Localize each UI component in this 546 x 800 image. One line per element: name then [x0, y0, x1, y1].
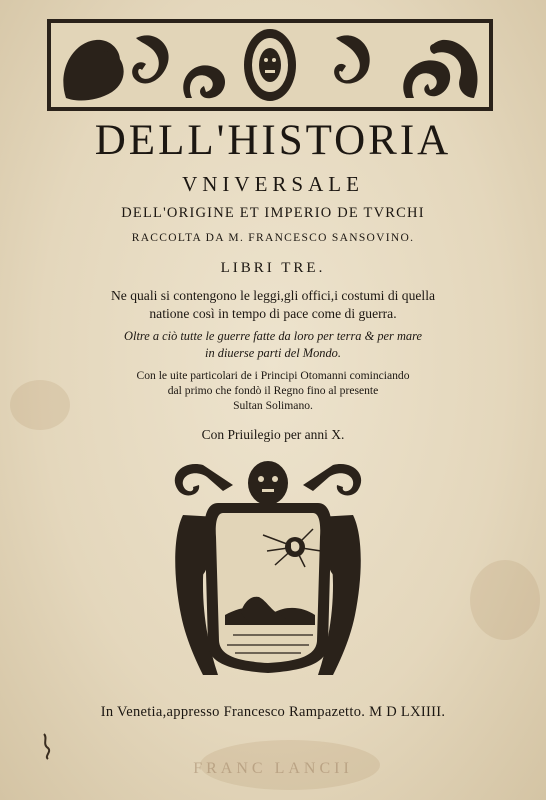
text-line: dal primo che fondò il Regno fino al presente: [167, 384, 379, 397]
ink-mark-icon: [40, 732, 54, 760]
description-paragraph-3: [0, 368, 546, 413]
text-line: Ne quali si contengono le leggi,gli offici,i costumi di quella: [110, 288, 436, 303]
text-line: in diuerse parti del Mondo.: [205, 346, 341, 360]
book-subtitle-origin: DELL'ORIGINE ET IMPERIO DE TVRCHI: [121, 205, 425, 221]
text-line: natione così in tempo di pace come di guerra.: [149, 306, 397, 321]
headpiece-ornament-icon: [46, 18, 494, 112]
book-title: DELL'HISTORIA: [94, 117, 452, 164]
author-line: RACCOLTA DA M. FRANCESCO SANSOVINO.: [131, 232, 415, 244]
book-subtitle: VNIVERSALE: [182, 172, 364, 196]
imprint-line: In Venetia,appresso Francesco Rampazetto. M D LXIIII.: [100, 704, 446, 720]
books-count: LIBRI TRE.: [220, 260, 326, 276]
paper-stain: [470, 560, 540, 640]
printers-device-icon: [163, 455, 373, 690]
text-line: Con le uite particolari de i Principi Otomanni cominciando: [136, 369, 410, 382]
text-line: Sultan Solimano.: [233, 399, 313, 412]
ownership-stamp: FRANC LANCII: [193, 760, 353, 777]
description-paragraph-2: [0, 328, 546, 362]
description-paragraph-1: [0, 287, 546, 323]
text-line: Oltre a ciò tutte le guerre fatte da loro per terra & per mare: [124, 329, 422, 343]
privilege-notice: Con Priuilegio per anni X.: [201, 427, 345, 442]
